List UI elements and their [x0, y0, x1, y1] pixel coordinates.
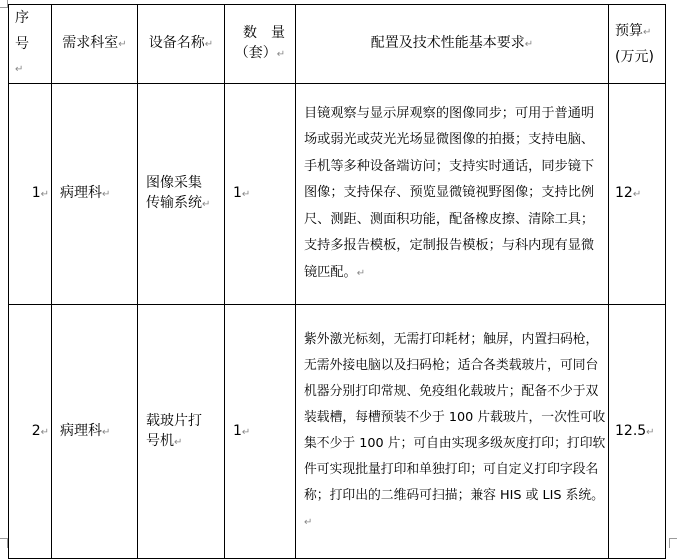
header-seq-line1: 序 [15, 10, 29, 26]
row1-seq: 1↵ [9, 84, 52, 305]
header-dept: 需求科室↵ [52, 5, 138, 84]
header-budget-line2: (万元) [615, 49, 654, 65]
row1-budget: 12↵ [609, 84, 666, 305]
row1-dept: 病理科↵ [52, 84, 138, 305]
header-row [9, 5, 666, 84]
table-row [9, 84, 666, 305]
header-seq: 序 号 ↵ [9, 5, 52, 84]
row1-qty: 1↵ [225, 84, 296, 305]
header-qty: 数 量 （套）↵ [225, 5, 296, 84]
procurement-table [8, 4, 666, 559]
row1-requirements: 目镜观察与显示屏观察的图像同步；可用于普通明场或弱光或荧光光场显微图像的拍摄；支持电脑、手机等多种设备端访问；支持实时通话，同步镜下图像；支持保存、预览显微镜视野图像；支持比例尺、测距、测面积功能，配备橡皮擦、清除工具；支持多报告模板，定制报告模板；与科内现有显微镜匹配。↵ [296, 84, 609, 305]
row2-seq: 2↵ [9, 305, 52, 559]
row2-budget: 12.5↵ [609, 305, 666, 559]
header-seq-line2: 号 [15, 36, 29, 52]
header-qty-line2: （套） [234, 45, 277, 61]
row1-device: 图像采集 传输系统↵ [138, 84, 225, 305]
page-corner-mark-top-left [0, 0, 8, 8]
header-budget: 预算↵ (万元) [609, 5, 666, 84]
header-budget-line1: 预算 [615, 23, 643, 39]
row2-device: 载玻片打 号机↵ [138, 305, 225, 559]
table-row [9, 305, 666, 559]
header-qty-line1: 数 量 [243, 25, 285, 41]
row2-dept: 病理科↵ [52, 305, 138, 559]
row2-requirements: 紫外激光标刻，无需打印耗材；触屏，内置扫码枪，无需外接电脑以及扫码枪；适合各类载玻片，可同台机器分别打印常规、免疫组化载玻片；配备不少于双装载槽，每槽预装不少于 100 片载玻片，一次性可收集不少于 100 片；可自由实现多级灰度打印；打印软件可实现批量打印和单独打印；可自定义打印字段名称；打印出的二维码可扫描；兼容 HIS 或 LIS 系统。↵ [296, 305, 609, 559]
header-device: 设备名称↵ [138, 5, 225, 84]
header-requirements: 配置及技术性能基本要求↵ [296, 5, 609, 84]
row2-qty: 1↵ [225, 305, 296, 559]
